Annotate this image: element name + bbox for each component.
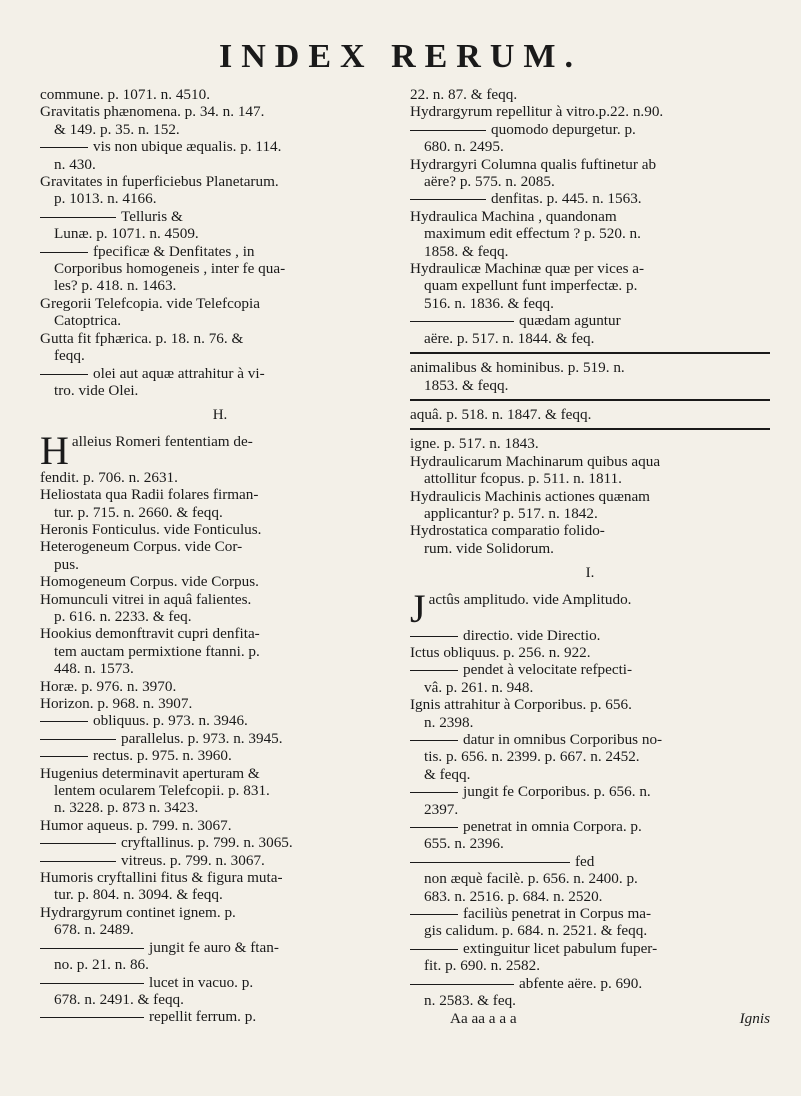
index-entry (410, 870, 770, 887)
index-entry (410, 696, 770, 713)
entry-text: vâ. p. 261. n. 948. (424, 678, 534, 696)
entry-text: fpecificæ & Denfitates , in (93, 242, 255, 260)
index-entry (40, 799, 400, 816)
index-entry (40, 608, 400, 625)
entry-text: Hydrostatica comparatio folido- (410, 522, 605, 540)
index-entry (40, 433, 400, 469)
section-rule (410, 352, 770, 354)
entry-text: tro. vide Olei. (54, 381, 139, 399)
entry-text: Gravitates in fuperficiebus Planetarum. (40, 173, 279, 191)
entry-text: obliquus. p. 973. n. 3946. (93, 712, 248, 730)
entry-text: 678. n. 2491. & feqq. (54, 990, 184, 1008)
index-entry (40, 365, 400, 382)
entry-text: applicantur? p. 517. n. 1842. (424, 504, 598, 522)
index-entry (410, 818, 770, 835)
drop-cap: J (410, 590, 426, 627)
ditto-rule (40, 721, 88, 722)
index-entry (410, 312, 770, 329)
index-entry (410, 627, 770, 644)
index-entry (410, 835, 770, 852)
index-entry (40, 852, 400, 869)
index-entry (410, 156, 770, 173)
index-entry (410, 406, 770, 423)
entry-text: rum. vide Solidorum. (424, 539, 554, 557)
entry-text: commune. p. 1071. n. 4510. (40, 86, 210, 103)
index-entry (410, 731, 770, 748)
index-entry (40, 121, 400, 138)
entry-text: Ictus obliquus. p. 256. n. 922. (410, 643, 591, 661)
entry-text: Catoptrica. (54, 312, 122, 330)
section-rule (410, 428, 770, 430)
index-entry (40, 591, 400, 608)
entry-text: fendit. p. 706. n. 2631. (40, 468, 178, 486)
index-entry (410, 661, 770, 678)
entry-text: quædam aguntur (519, 312, 621, 330)
index-entry (410, 103, 770, 120)
entry-text: lentem ocularem Telefcopii. p. 831. (54, 782, 270, 800)
left-entries-h (40, 433, 400, 1026)
entry-text: no. p. 21. n. 86. (54, 956, 149, 974)
entry-text: Hydraulica Machina , quandonam (410, 207, 617, 225)
entry-text: aëre. p. 517. n. 1844. & feq. (424, 329, 595, 347)
entry-text: aëre? p. 575. n. 2085. (424, 173, 555, 191)
entry-text: 655. n. 2396. (424, 835, 504, 853)
entry-text: non æquè facilè. p. 656. n. 2400. p. (424, 870, 638, 888)
entry-text: abfente aëre. p. 690. (519, 974, 643, 992)
right-entries (410, 86, 770, 557)
index-entry (410, 138, 770, 155)
index-entry (40, 521, 400, 538)
index-entry (40, 573, 400, 590)
entry-text: olei aut aquæ attrahitur à vi- (93, 364, 265, 382)
index-entry (410, 190, 770, 207)
index-entry (410, 488, 770, 505)
entry-text: Gutta fit fphærica. p. 18. n. 76. & (40, 329, 244, 347)
ditto-rule (40, 843, 116, 844)
entry-text: gis calidum. p. 684. n. 2521. & feqq. (424, 922, 648, 940)
index-entry (40, 660, 400, 677)
entry-text: Gregorii Telefcopia. vide Telefcopia (40, 294, 260, 312)
ditto-rule (410, 740, 458, 741)
entry-text: Heronis Fonticulus. vide Fonticulus. (40, 520, 262, 538)
entry-text: repellit ferrum. p. (149, 1008, 257, 1026)
entry-text: lucet in vacuo. p. (149, 973, 254, 991)
entry-text: denfitas. p. 445. n. 1563. (491, 190, 642, 208)
index-entry (40, 103, 400, 120)
index-entry (410, 975, 770, 992)
index-entry (40, 260, 400, 277)
entry-text: Horæ. p. 976. n. 3970. (40, 677, 177, 695)
entry-text: vitreus. p. 799. n. 3067. (121, 851, 265, 869)
entry-text: Hookius demonftravit cupri denfita- (40, 625, 260, 643)
ditto-rule (410, 949, 458, 950)
index-entry (40, 678, 400, 695)
entry-text: Hydraulicæ Machinæ quæ per vices a- (410, 260, 645, 278)
entry-text: faciliùs penetrat in Corpus ma- (463, 905, 652, 923)
index-entry (40, 730, 400, 747)
entry-text: Humor aqueus. p. 799. n. 3067. (40, 816, 232, 834)
section-heading-h: H. (212, 407, 228, 424)
index-entry (410, 225, 770, 242)
ditto-rule (40, 739, 116, 740)
index-entry (410, 260, 770, 277)
index-entry (410, 940, 770, 957)
index-entry (410, 330, 770, 347)
index-entry (40, 486, 400, 503)
index-entry (40, 330, 400, 347)
entry-text: 516. n. 1836. & feqq. (424, 294, 554, 312)
entry-text: rectus. p. 975. n. 3960. (93, 747, 232, 765)
index-entry (410, 121, 770, 138)
index-entry (410, 714, 770, 731)
index-entry (410, 208, 770, 225)
entry-text: les? p. 418. n. 1463. (54, 277, 177, 295)
index-entry (410, 766, 770, 783)
index-entry (410, 783, 770, 800)
index-entry (40, 974, 400, 991)
entry-text: Gravitatis phænomena. p. 34. n. 147. (40, 103, 265, 121)
index-entry (40, 625, 400, 642)
index-entry (410, 243, 770, 260)
index-entry (40, 556, 400, 573)
index-entry (40, 886, 400, 903)
index-entry (40, 817, 400, 834)
entry-text: 678. n. 2489. (54, 921, 134, 939)
index-entry (410, 801, 770, 818)
entry-text: Telluris & (121, 207, 183, 225)
ditto-rule (410, 827, 458, 828)
entry-text: tur. p. 804. n. 3094. & feqq. (54, 886, 223, 904)
entry-text: Hydraulicarum Machinarum quibus aqua (410, 452, 661, 470)
entry-text: quomodo depurgetur. p. (491, 120, 636, 138)
index-entry (410, 505, 770, 522)
entry-text: Homogeneum Corpus. vide Corpus. (40, 573, 259, 591)
ditto-rule (410, 792, 458, 793)
entry-text: Heterogeneum Corpus. vide Cor- (40, 538, 243, 556)
index-entry (40, 312, 400, 329)
index-entry (410, 644, 770, 661)
index-entry (40, 382, 400, 399)
entry-text: Heliostata qua Radii folares firman- (40, 486, 259, 504)
ditto-rule (40, 1017, 144, 1018)
index-entry (40, 939, 400, 956)
entry-text: Humoris cryftallini fitus & figura muta- (40, 869, 283, 887)
index-entry (40, 921, 400, 938)
entry-text: Hydrargyrum repellitur à vitro.p.22. n.90. (410, 103, 664, 121)
index-entry (40, 243, 400, 260)
entry-text: alleius Romeri fententiam de- (71, 432, 253, 450)
entry-text: 680. n. 2495. (424, 138, 504, 156)
entry-text: p. 1013. n. 4166. (54, 190, 157, 208)
entry-text: p. 616. n. 2233. & feq. (54, 607, 192, 625)
entry-text: Hydrargyri Columna qualis fuftinetur ab (410, 155, 657, 173)
ditto-rule (410, 670, 458, 671)
ditto-rule (40, 861, 116, 862)
entry-text: 22. n. 87. & feqq. (410, 86, 518, 103)
entry-text: extinguitur licet pabulum fuper- (463, 939, 658, 957)
right-column (410, 86, 770, 1027)
ditto-rule (40, 374, 88, 375)
index-entry (410, 173, 770, 190)
index-entry (40, 190, 400, 207)
index-entry (40, 643, 400, 660)
index-entry (40, 277, 400, 294)
drop-cap: H (40, 432, 69, 469)
entry-text: attollitur fcopus. p. 511. n. 1811. (424, 470, 622, 488)
index-entry (40, 347, 400, 364)
index-entry (410, 905, 770, 922)
entry-text: 448. n. 1573. (54, 660, 134, 678)
ditto-rule (410, 130, 486, 131)
entry-text: parallelus. p. 973. n. 3945. (121, 729, 283, 747)
entry-text: fit. p. 690. n. 2582. (424, 957, 541, 975)
index-entry (40, 695, 400, 712)
index-entry (410, 591, 770, 627)
index-entry (410, 888, 770, 905)
entry-text: 1853. & feqq. (424, 376, 509, 394)
entry-text: directio. vide Directio. (463, 626, 601, 644)
index-entry (40, 138, 400, 155)
entry-text: datur in omnibus Corporibus no- (463, 731, 663, 748)
entry-text: vis non ubique æqualis. p. 114. (93, 138, 282, 156)
index-entry (410, 992, 770, 1009)
index-entry (410, 748, 770, 765)
entry-text: animalibus & hominibus. p. 519. n. (410, 359, 625, 377)
entry-text: penetrat in omnia Corpora. p. (463, 818, 642, 836)
index-entry (40, 208, 400, 225)
index-entry (410, 957, 770, 974)
entry-text: tem auctam permixtione ftanni. p. (54, 642, 260, 660)
entry-text: Homunculi vitrei in aquâ falientes. (40, 590, 252, 608)
entry-text: fed (575, 852, 595, 870)
index-entry (40, 173, 400, 190)
entry-text: 2397. (424, 800, 459, 818)
signature-mark: Aa aa a a a (450, 1009, 517, 1027)
ditto-rule (410, 199, 486, 200)
entry-text: Hugenius determinavit aperturam & (40, 764, 260, 782)
index-entry (40, 469, 400, 486)
ditto-rule (410, 636, 458, 637)
index-entry (410, 453, 770, 470)
index-entry (40, 504, 400, 521)
ditto-rule (40, 756, 88, 757)
entry-text: pus. (54, 555, 79, 573)
entry-text: & feqq. (424, 765, 471, 783)
catchword: Ignis (739, 1009, 770, 1027)
ditto-rule (410, 984, 514, 985)
index-entry (40, 869, 400, 886)
index-entry (40, 956, 400, 973)
index-entry (410, 295, 770, 312)
right-entries-i (410, 591, 770, 1010)
entry-text: n. 3228. p. 873 n. 3423. (54, 799, 199, 817)
ditto-rule (40, 217, 116, 218)
entry-text: cryftallinus. p. 799. n. 3065. (121, 834, 293, 852)
index-entry (410, 922, 770, 939)
entry-text: pendet à velocitate refpecti- (463, 661, 633, 679)
entry-text: feqq. (54, 347, 85, 365)
index-entry (40, 156, 400, 173)
entry-text: n. 2398. (424, 713, 474, 731)
index-entry (410, 679, 770, 696)
ditto-rule (40, 983, 144, 984)
index-entry (40, 904, 400, 921)
entry-text: tur. p. 715. n. 2660. & feqq. (54, 503, 223, 521)
entry-text: Hydraulicis Machinis actiones quænam (410, 487, 650, 505)
signature-line (410, 1010, 770, 1027)
index-entry (40, 782, 400, 799)
ditto-rule (40, 147, 88, 148)
entry-text: quam expellunt funt imperfectæ. p. (424, 277, 638, 295)
index-entry (40, 295, 400, 312)
page-title: INDEX RERUM. (219, 38, 582, 75)
section-rule (410, 399, 770, 401)
entry-text: Hydrargyrum continet ignem. p. (40, 903, 236, 921)
entry-text: n. 2583. & feq. (424, 992, 516, 1010)
index-entry (40, 834, 400, 851)
entry-text: Lunæ. p. 1071. n. 4509. (54, 225, 199, 243)
index-entry (410, 359, 770, 376)
index-entry (410, 377, 770, 394)
index-entry (40, 538, 400, 555)
entry-text: & 149. p. 35. n. 152. (54, 120, 180, 138)
entry-text: jungit fe Corporibus. p. 656. n. (463, 783, 651, 801)
entry-text: n. 430. (54, 155, 96, 173)
index-entry (40, 86, 400, 103)
left-entries (40, 86, 400, 399)
index-entry (40, 991, 400, 1008)
entry-text: actûs amplitudo. vide Amplitudo. (428, 590, 632, 608)
ditto-rule (410, 321, 514, 322)
index-entry (410, 86, 770, 103)
ditto-rule (410, 862, 570, 863)
index-entry (410, 277, 770, 294)
entry-text: Ignis attrahitur à Corporibus. p. 656. (410, 696, 632, 714)
entry-text: 683. n. 2516. p. 684. n. 2520. (424, 887, 603, 905)
entry-text: aquâ. p. 518. n. 1847. & feqq. (410, 405, 592, 423)
left-column (40, 86, 400, 1026)
index-entry (40, 765, 400, 782)
entry-text: 1858. & feqq. (424, 242, 509, 260)
index-entry (40, 712, 400, 729)
entry-text: Horizon. p. 968. n. 3907. (40, 695, 193, 712)
entry-text: Corporibus homogeneis , inter fe qua- (54, 260, 286, 278)
index-entry (40, 747, 400, 764)
index-entry (40, 1008, 400, 1025)
section-heading-i: I. (585, 565, 595, 582)
entry-text: igne. p. 517. n. 1843. (410, 435, 539, 453)
index-entry (40, 225, 400, 242)
index-entry (410, 853, 770, 870)
index-entry (410, 435, 770, 452)
entry-text: tis. p. 656. n. 2399. p. 667. n. 2452. (424, 748, 640, 766)
index-entry (410, 470, 770, 487)
ditto-rule (410, 914, 458, 915)
ditto-rule (40, 948, 144, 949)
ditto-rule (40, 252, 88, 253)
index-entry (410, 540, 770, 557)
entry-text: jungit fe auro & ftan- (149, 938, 279, 956)
index-entry (410, 522, 770, 539)
entry-text: maximum edit effectum ? p. 520. n. (424, 225, 641, 243)
